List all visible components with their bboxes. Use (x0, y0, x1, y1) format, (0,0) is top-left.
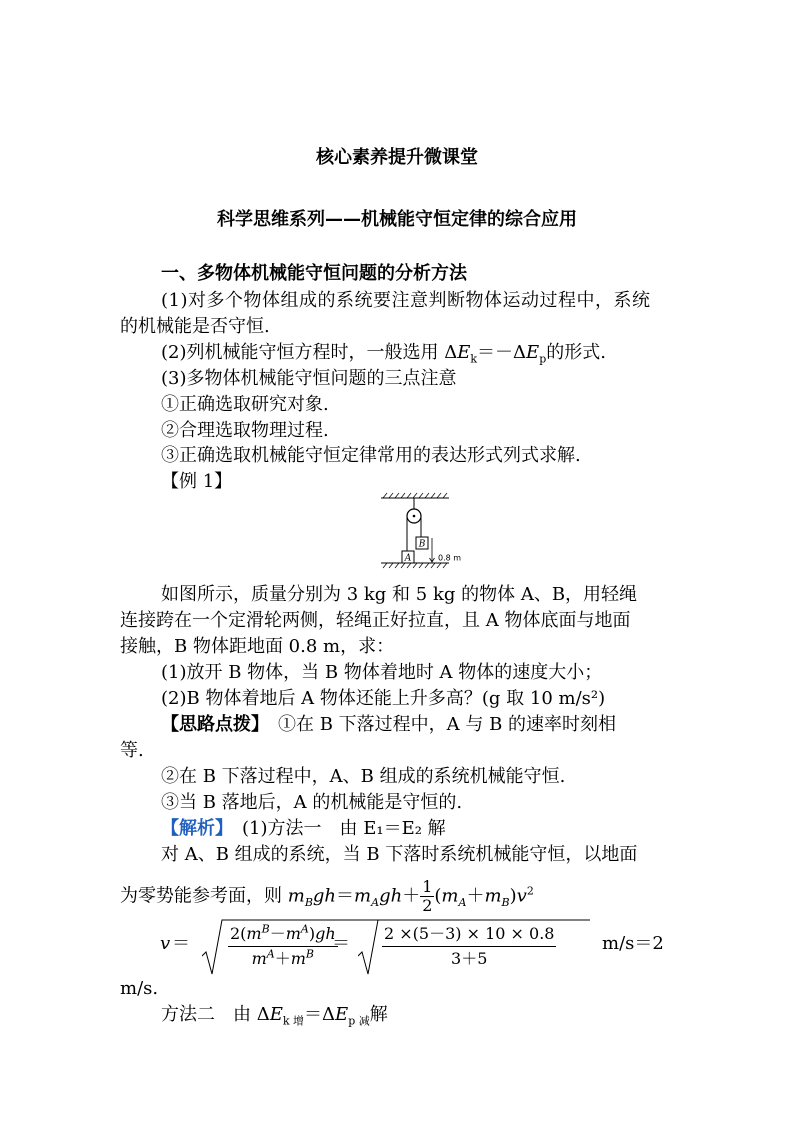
page-title: 核心素养提升微课堂 (316, 147, 478, 168)
pulley-figure (375, 490, 465, 575)
paragraph-3: (3)多物体机械能守恒问题的三点注意 (161, 368, 457, 389)
note-1: ①正确选取研究对象. (161, 394, 329, 415)
section-heading: 一、多物体机械能守恒问题的分析方法 (161, 263, 467, 284)
note-3: ③正确选取机械能守恒定律常用的表达形式列式求解. (161, 445, 581, 466)
label-b: B (418, 539, 426, 550)
question-2: (2)B 物体着地后 A 物体还能上升多高？(g 取 10 m/s²) (161, 688, 606, 709)
hint-2: ②在 B 下落过程中，A、B 组成的系统机械能守恒. (161, 766, 566, 787)
page-subtitle: 科学思维系列——机械能守恒定律的综合应用 (217, 209, 577, 230)
label-height: 0.8 m (438, 553, 462, 563)
solution-line-1: 对 A、B 组成的系统，当 B 下落时系统机械能守恒，以地面 (161, 844, 638, 865)
velocity-unit: m/s. (120, 978, 159, 999)
paragraph-2: (2)列机械能守恒方程时，一般选用 $\Delta E_k=-\Delta E_p$的形式. (161, 342, 606, 366)
example-line-3: 接触，B 物体距地面 0.8 m，求： (120, 636, 395, 657)
analysis-label: 【解析】 (161, 818, 224, 839)
example-label: 【例 1】 (161, 471, 233, 492)
question-1: (1)放开 B 物体，当 B 物体着地时 A 物体的速度大小； (161, 662, 603, 683)
example-line-2: 连接跨在一个定滑轮两侧，轻绳正好拉直，且 A 物体底面与地面 (120, 610, 631, 631)
analysis-line: 【解析】 (1)方法一 由 E₁＝E₂ 解 (161, 818, 446, 839)
example-line-1: 如图所示，质量分别为 3 kg 和 5 kg 的物体 A、B，用轻绳 (161, 584, 638, 605)
paragraph-1-line-2: 的机械能是否守恒. (120, 316, 270, 337)
solution-line-2: 为零势能参考面，则 $m_Bgh=m_Agh+$ $\frac{1}{2}$ $(m_A+m_B)v^2$ (120, 877, 534, 915)
hint-line-1b: 等. (120, 740, 144, 761)
method-2: 方法二 由 $\Delta E_{k 增}=\Delta E_{p 减}$解 (161, 1004, 388, 1028)
paragraph-1-line-1: (1)对多个物体组成的系统要注意判断物体运动过程中，系统 (161, 290, 651, 311)
hint-line-1: 【思路点拨】 ①在 B 下落过程中，A 与 B 的速率时刻相 (161, 714, 617, 735)
velocity-result: m/s＝2 (602, 933, 664, 954)
hint-3: ③当 B 落地后，A 的机械能是守恒的. (161, 792, 463, 813)
hint-label: 【思路点拨】 (161, 714, 260, 735)
note-2: ②合理选取物理过程. (161, 420, 329, 441)
label-a: A (404, 553, 412, 564)
